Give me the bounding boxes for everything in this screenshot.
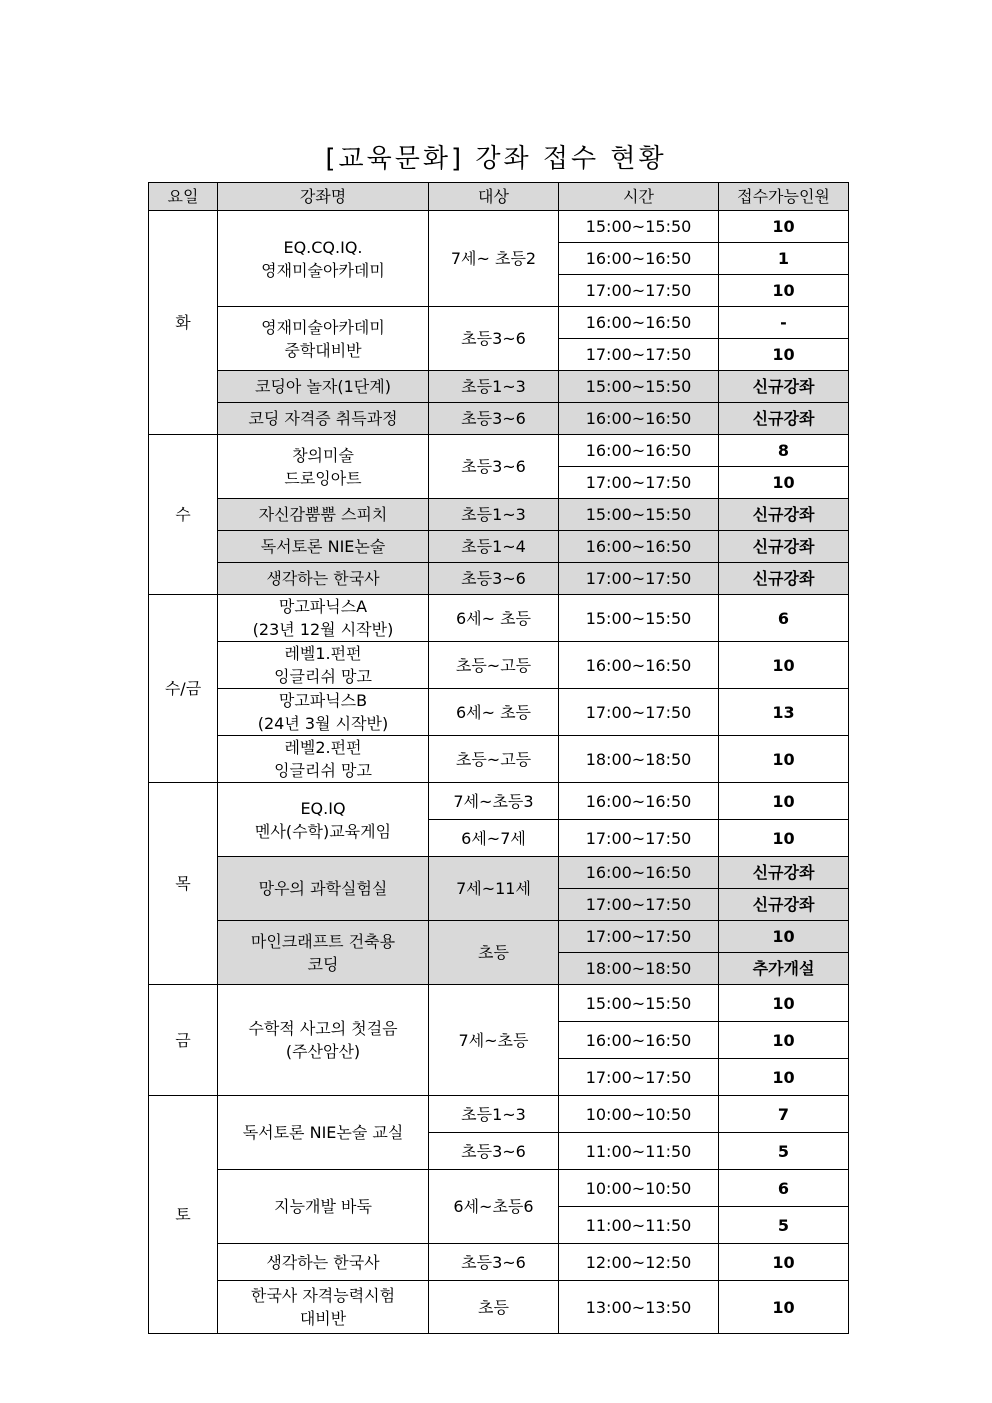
target-cell: 초등3~6 xyxy=(429,403,559,435)
capacity-cell: 10 xyxy=(719,642,849,689)
target-cell: 초등3~6 xyxy=(429,1133,559,1170)
day-cell: 금 xyxy=(149,985,218,1096)
capacity-cell: 신규강좌 xyxy=(719,531,849,563)
course-table xyxy=(148,182,849,1334)
table-row xyxy=(149,1096,849,1133)
target-cell: 초등 xyxy=(429,1281,559,1334)
capacity-cell: 신규강좌 xyxy=(719,857,849,889)
target-cell: 초등1~3 xyxy=(429,499,559,531)
capacity-cell: 10 xyxy=(719,211,849,243)
capacity-cell: 10 xyxy=(719,467,849,499)
capacity-cell: 5 xyxy=(719,1207,849,1244)
course-cell: 코딩 자격증 취득과정 xyxy=(218,403,429,435)
time-cell: 16:00~16:50 xyxy=(559,1022,719,1059)
target-cell: 7세~초등3 xyxy=(429,783,559,820)
capacity-cell: 10 xyxy=(719,783,849,820)
capacity-cell: 1 xyxy=(719,243,849,275)
course-cell: 망고파닉스A (23년 12월 시작반) xyxy=(218,595,429,642)
table-row xyxy=(149,563,849,595)
capacity-cell: 10 xyxy=(719,820,849,857)
header-target: 대상 xyxy=(429,183,559,211)
target-cell: 초등3~6 xyxy=(429,563,559,595)
time-cell: 10:00~10:50 xyxy=(559,1170,719,1207)
target-cell: 7세~11세 xyxy=(429,857,559,921)
table-row xyxy=(149,435,849,467)
time-cell: 17:00~17:50 xyxy=(559,921,719,953)
time-cell: 16:00~16:50 xyxy=(559,642,719,689)
table-row xyxy=(149,499,849,531)
capacity-cell: 10 xyxy=(719,1022,849,1059)
target-cell: 7세~ 초등2 xyxy=(429,211,559,307)
course-cell: 망우의 과학실험실 xyxy=(218,857,429,921)
table-row xyxy=(149,921,849,953)
page-title: [교육문화] 강좌 접수 현황 xyxy=(325,144,667,174)
time-cell: 17:00~17:50 xyxy=(559,820,719,857)
table-row xyxy=(149,371,849,403)
day-cell: 화 xyxy=(149,211,218,435)
time-cell: 18:00~18:50 xyxy=(559,736,719,783)
time-cell: 16:00~16:50 xyxy=(559,243,719,275)
course-cell: EQ.CQ.IQ. 영재미술아카데미 xyxy=(218,211,429,307)
table-row xyxy=(149,1170,849,1207)
course-cell: 레벨2.펀펀 잉글리쉬 망고 xyxy=(218,736,429,783)
time-cell: 17:00~17:50 xyxy=(559,889,719,921)
time-cell: 16:00~16:50 xyxy=(559,435,719,467)
capacity-cell: 5 xyxy=(719,1133,849,1170)
table-row xyxy=(149,1281,849,1334)
day-cell: 수 xyxy=(149,435,218,595)
time-cell: 15:00~15:50 xyxy=(559,211,719,243)
course-cell: 한국사 자격능력시험 대비반 xyxy=(218,1281,429,1334)
course-cell: 자신감뿜뿜 스피치 xyxy=(218,499,429,531)
header-course: 강좌명 xyxy=(218,183,429,211)
capacity-cell: 10 xyxy=(719,339,849,371)
course-cell: 생각하는 한국사 xyxy=(218,563,429,595)
course-cell: 지능개발 바둑 xyxy=(218,1170,429,1244)
time-cell: 12:00~12:50 xyxy=(559,1244,719,1281)
capacity-cell: 7 xyxy=(719,1096,849,1133)
time-cell: 15:00~15:50 xyxy=(559,595,719,642)
table-row xyxy=(149,403,849,435)
course-cell: 코딩아 놀자(1단계) xyxy=(218,371,429,403)
time-cell: 16:00~16:50 xyxy=(559,783,719,820)
course-cell: 독서토론 NIE논술 xyxy=(218,531,429,563)
target-cell: 6세~7세 xyxy=(429,820,559,857)
capacity-cell: 신규강좌 xyxy=(719,563,849,595)
capacity-cell: 13 xyxy=(719,689,849,736)
time-cell: 16:00~16:50 xyxy=(559,531,719,563)
table-row xyxy=(149,1244,849,1281)
target-cell: 초등~고등 xyxy=(429,736,559,783)
header-time: 시간 xyxy=(559,183,719,211)
target-cell: 초등 xyxy=(429,921,559,985)
target-cell: 6세~초등6 xyxy=(429,1170,559,1244)
table-row xyxy=(149,642,849,689)
capacity-cell: 10 xyxy=(719,1244,849,1281)
capacity-cell: 10 xyxy=(719,1281,849,1334)
time-cell: 15:00~15:50 xyxy=(559,371,719,403)
table-row xyxy=(149,783,849,820)
time-cell: 17:00~17:50 xyxy=(559,339,719,371)
header-capacity: 접수가능인원 xyxy=(719,183,849,211)
day-cell: 목 xyxy=(149,783,218,985)
capacity-cell: 10 xyxy=(719,985,849,1022)
time-cell: 15:00~15:50 xyxy=(559,499,719,531)
time-cell: 17:00~17:50 xyxy=(559,275,719,307)
table-row xyxy=(149,857,849,889)
time-cell: 17:00~17:50 xyxy=(559,563,719,595)
course-cell: 창의미술 드로잉아트 xyxy=(218,435,429,499)
course-cell: 레벨1.펀펀 잉글리쉬 망고 xyxy=(218,642,429,689)
day-cell: 수/금 xyxy=(149,595,218,783)
table-row xyxy=(149,211,849,243)
table-row xyxy=(149,985,849,1022)
target-cell: 초등1~3 xyxy=(429,1096,559,1133)
course-cell: 망고파닉스B (24년 3월 시작반) xyxy=(218,689,429,736)
time-cell: 17:00~17:50 xyxy=(559,689,719,736)
course-cell: 수학적 사고의 첫걸음 (주산암산) xyxy=(218,985,429,1096)
time-cell: 17:00~17:50 xyxy=(559,467,719,499)
capacity-cell: 10 xyxy=(719,1059,849,1096)
capacity-cell: 6 xyxy=(719,595,849,642)
capacity-cell: 10 xyxy=(719,921,849,953)
table-row xyxy=(149,307,849,339)
time-cell: 11:00~11:50 xyxy=(559,1133,719,1170)
capacity-cell: 10 xyxy=(719,736,849,783)
course-cell: EQ.IQ 멘사(수학)교육게임 xyxy=(218,783,429,857)
target-cell: 초등1~4 xyxy=(429,531,559,563)
time-cell: 16:00~16:50 xyxy=(559,857,719,889)
table-row xyxy=(149,531,849,563)
target-cell: 초등3~6 xyxy=(429,307,559,371)
time-cell: 16:00~16:50 xyxy=(559,403,719,435)
capacity-cell: 10 xyxy=(719,275,849,307)
day-cell: 토 xyxy=(149,1096,218,1334)
time-cell: 15:00~15:50 xyxy=(559,985,719,1022)
time-cell: 13:00~13:50 xyxy=(559,1281,719,1334)
table-row xyxy=(149,736,849,783)
header-day: 요일 xyxy=(149,183,218,211)
time-cell: 11:00~11:50 xyxy=(559,1207,719,1244)
table-row xyxy=(149,595,849,642)
target-cell: 6세~ 초등 xyxy=(429,595,559,642)
capacity-cell: 신규강좌 xyxy=(719,371,849,403)
course-cell: 독서토론 NIE논술 교실 xyxy=(218,1096,429,1170)
course-cell: 영재미술아카데미 중학대비반 xyxy=(218,307,429,371)
target-cell: 초등3~6 xyxy=(429,1244,559,1281)
target-cell: 7세~초등 xyxy=(429,985,559,1096)
capacity-cell: 6 xyxy=(719,1170,849,1207)
time-cell: 17:00~17:50 xyxy=(559,1059,719,1096)
capacity-cell: 8 xyxy=(719,435,849,467)
capacity-cell: 신규강좌 xyxy=(719,499,849,531)
target-cell: 초등3~6 xyxy=(429,435,559,499)
header-row xyxy=(149,183,849,211)
capacity-cell: - xyxy=(719,307,849,339)
target-cell: 초등1~3 xyxy=(429,371,559,403)
capacity-cell: 추가개설 xyxy=(719,953,849,985)
target-cell: 초등~고등 xyxy=(429,642,559,689)
table-row xyxy=(149,689,849,736)
time-cell: 10:00~10:50 xyxy=(559,1096,719,1133)
course-cell: 마인크래프트 건축용 코딩 xyxy=(218,921,429,985)
time-cell: 18:00~18:50 xyxy=(559,953,719,985)
target-cell: 6세~ 초등 xyxy=(429,689,559,736)
capacity-cell: 신규강좌 xyxy=(719,889,849,921)
time-cell: 16:00~16:50 xyxy=(559,307,719,339)
capacity-cell: 신규강좌 xyxy=(719,403,849,435)
course-cell: 생각하는 한국사 xyxy=(218,1244,429,1281)
